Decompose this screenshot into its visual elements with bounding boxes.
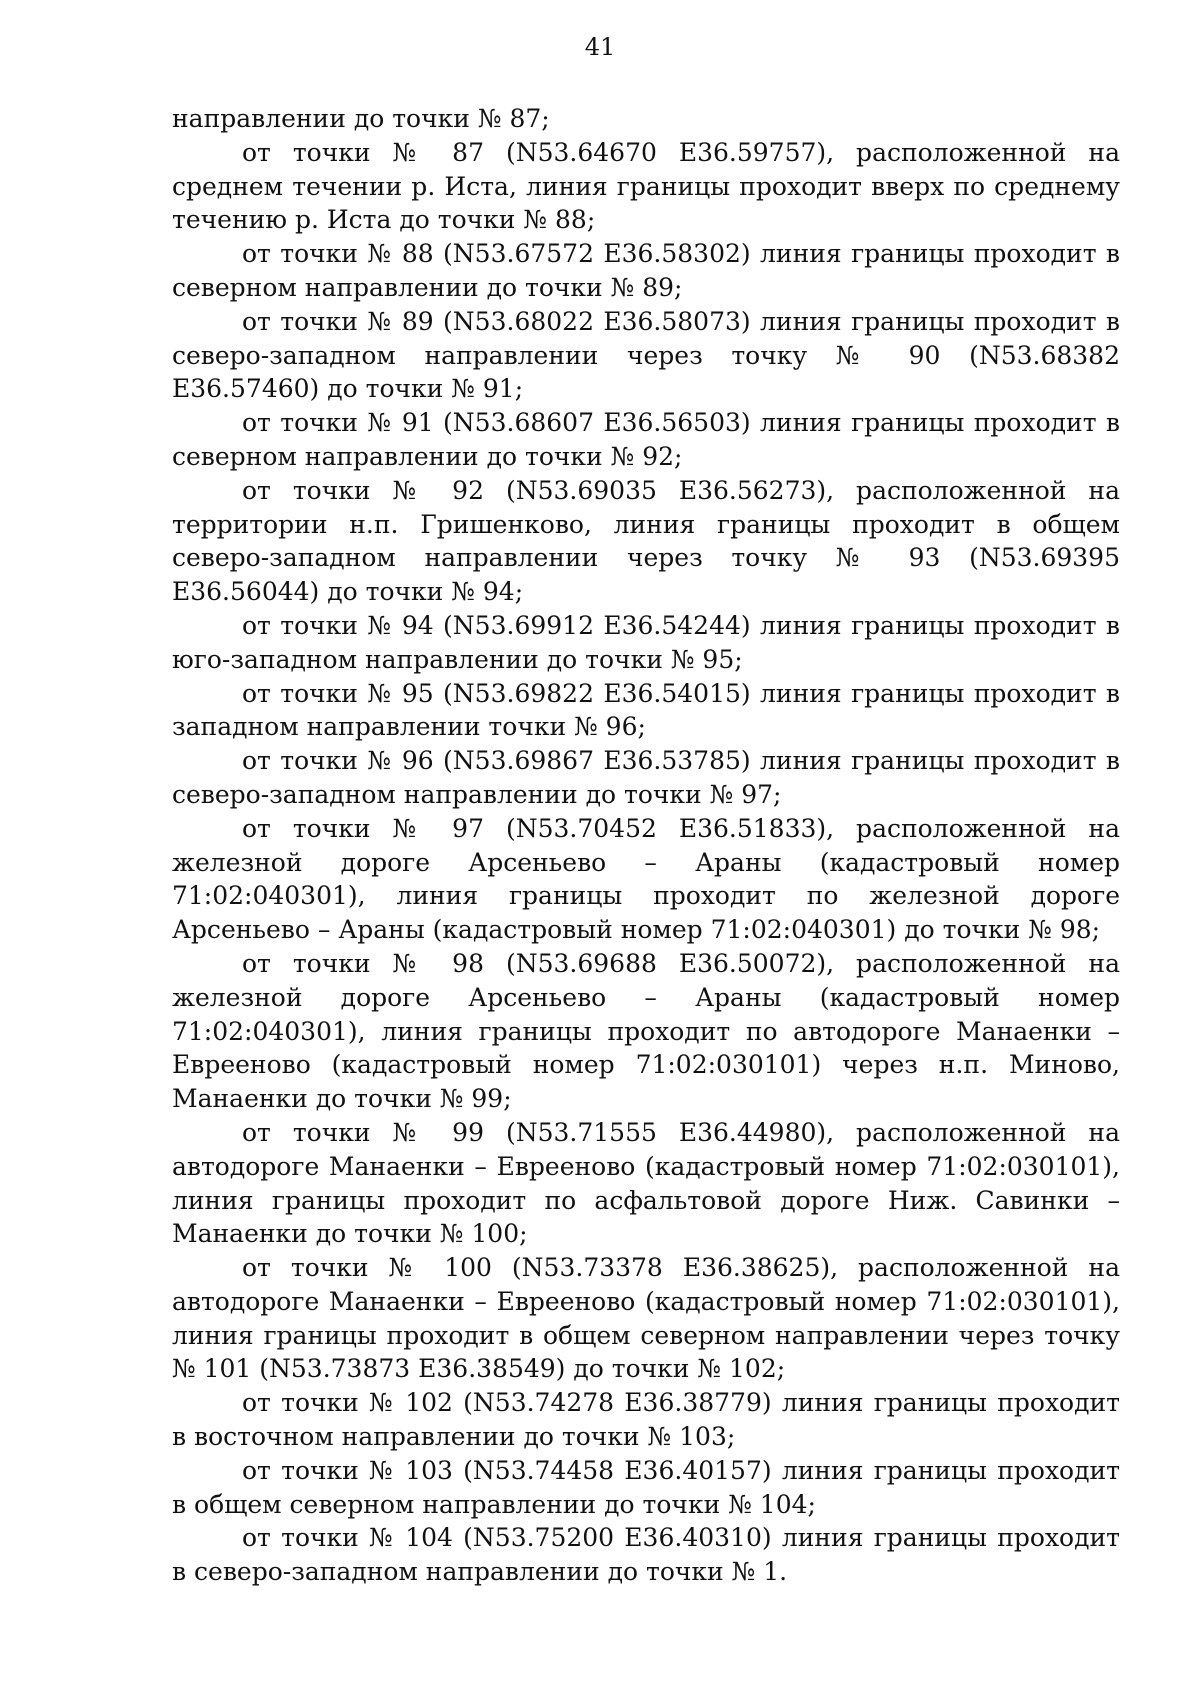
paragraph-point-95: от точки № 95 (N53.69822 E36.54015) линия границы проходит в западном направлении точки № 96; [172, 678, 1120, 742]
paragraph-point-96: от точки № 96 (N53.69867 E36.53785) линия границы проходит в северо-западном направлении до точки № 97; [172, 746, 1120, 809]
document-body [172, 102, 1120, 1589]
paragraph-point-94: от точки № 94 (N53.69912 E36.54244) линия границы проходит в юго-западном направлении до точки № 95; [172, 610, 1120, 674]
paragraph-point-87: от точки № 87 (N53.64670 E36.59757), расположенной на среднем течении р. Иста, линия границы проходит вверх по среднему течению р. Иста до точки № 88; [172, 137, 1120, 235]
paragraph-continuation: направлении до точки № 87; [172, 104, 550, 133]
paragraph-point-92: от точки № 92 (N53.69035 E36.56273), расположенной на территории н.п. Гришенково, линия границы проходит в общем северо-западном направлении через точку № 93 (N53.69395 E36.56044) до точки № 94; [172, 475, 1120, 607]
paragraph-point-89: от точки № 89 (N53.68022 E36.58073) линия границы проходит в северо-западном направлении через точку № 90 (N53.68382 E36.57460) до точки № 91; [172, 306, 1120, 404]
paragraph-point-103: от точки № 103 (N53.74458 E36.40157) линия границы проходит в общем северном направлении до точки № 104; [172, 1455, 1120, 1519]
page-number: 41 [584, 33, 616, 61]
paragraph-point-88: от точки № 88 (N53.67572 E36.58302) линия границы проходит в северном направлении до точки № 89; [172, 239, 1120, 302]
paragraph-point-104: от точки № 104 (N53.75200 E36.40310) линия границы проходит в северо-западном направлении до точки № 1. [172, 1523, 1120, 1587]
paragraph-point-102: от точки № 102 (N53.74278 E36.38779) линия границы проходит в восточном направлении до точки № 103; [172, 1388, 1120, 1452]
paragraph-point-100: от точки № 100 (N53.73378 E36.38625), расположенной на автодороге Манаенки – Евреeново (кадастровый номер 71:02:030101), линия границы проходит в общем северном направлении через точку № 101 (N53.73873 E36.38549) до точки № 102; [172, 1253, 1120, 1384]
paragraph-point-99: от точки № 99 (N53.71555 E36.44980), расположенной на автодороге Манаенки – Еврееново (кадастровый номер 71:02:030101), линия границы проходит по асфальтовой дороге Ниж. Савинки – Манаенки до точки № 100; [172, 1117, 1120, 1249]
paragraph-point-97: от точки № 97 (N53.70452 E36.51833), расположенной на железной дороге Арсеньево – Араны (кадастровый номер 71:02:040301), линия границы проходит по железной дороге Арсеньево – Араны (кадастровый номер 71:02:040301) до точки № 98; [172, 813, 1120, 945]
paragraph-point-91: от точки № 91 (N53.68607 E36.56503) линия границы проходит в северном направлении до точки № 92; [172, 408, 1120, 471]
paragraph-point-98: от точки № 98 (N53.69688 E36.50072), расположенной на железной дороге Арсеньево – Араны (кадастровый номер 71:02:040301), линия границы проходит по автодороге Манаенки – Еврееново (кадастровый номер 71:02:030101) через н.п. Миново, Манаенки до точки № 99; [172, 948, 1120, 1114]
